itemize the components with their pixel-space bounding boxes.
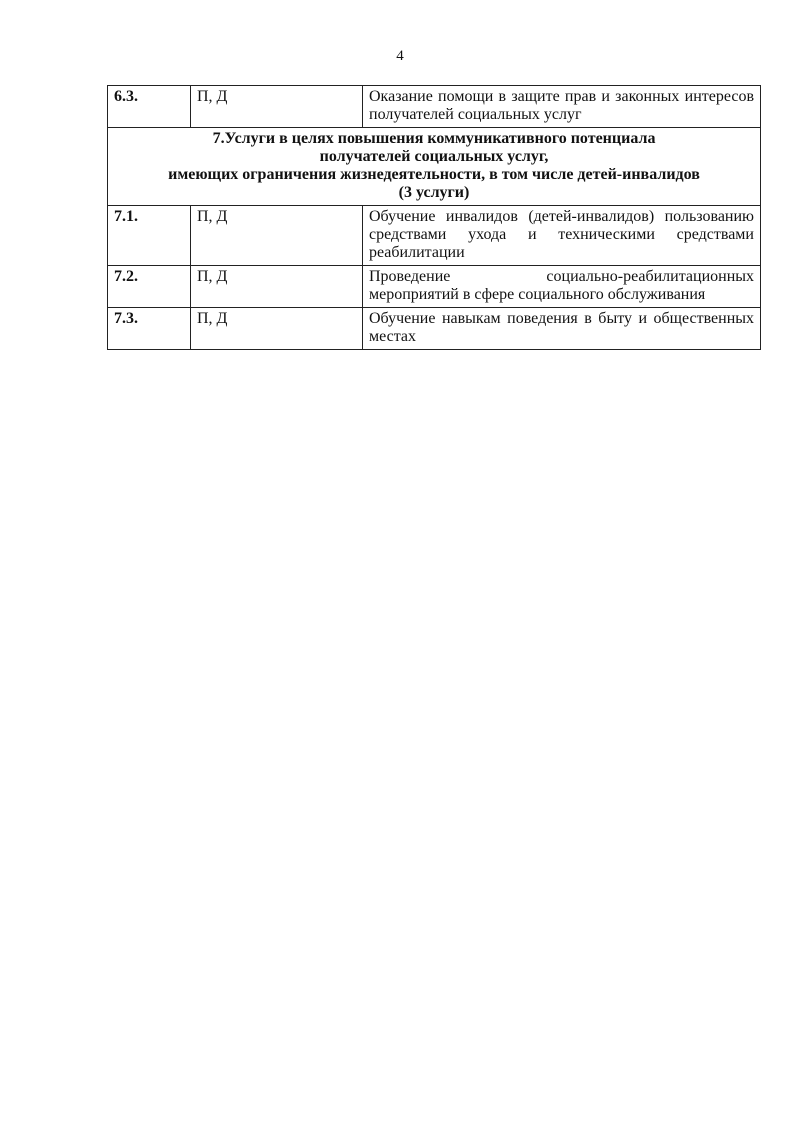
service-form: П, Д <box>191 206 363 266</box>
service-name: Проведение социально-реабилитационных мероприятий в сфере социального обслуживания <box>363 266 761 308</box>
row-number: 6.3. <box>108 86 191 128</box>
section-heading-line: (3 услуги) <box>398 184 470 201</box>
section-heading-line: получателей социальных услуг, <box>319 148 549 165</box>
service-form: П, Д <box>191 86 363 128</box>
service-form: П, Д <box>191 266 363 308</box>
service-name: Обучение навыкам поведения в быту и общественных местах <box>363 308 761 350</box>
table-row-7-3 <box>108 308 761 350</box>
row-number: 7.1. <box>108 206 191 266</box>
section-header-row <box>108 128 761 206</box>
service-form: П, Д <box>191 308 363 350</box>
section-heading-line: имеющих ограничения жизнедеятельности, в том числе детей-инвалидов <box>168 166 700 183</box>
table-row-6-3 <box>108 86 761 128</box>
section-heading-line: 7.Услуги в целях повышения коммуникативного потенциала <box>212 130 656 147</box>
row-number: 7.2. <box>108 266 191 308</box>
table-row-7-2 <box>108 266 761 308</box>
row-number: 7.3. <box>108 308 191 350</box>
page-number: 4 <box>396 48 404 64</box>
service-name: Оказание помощи в защите прав и законных интересов получателей социальных услуг <box>363 86 761 128</box>
section-heading <box>108 128 761 206</box>
table-row-7-1 <box>108 206 761 266</box>
service-name: Обучение инвалидов (детей-инвалидов) пользованию средствами ухода и техническими средствами реабилитации <box>363 206 761 266</box>
services-table <box>107 85 761 350</box>
